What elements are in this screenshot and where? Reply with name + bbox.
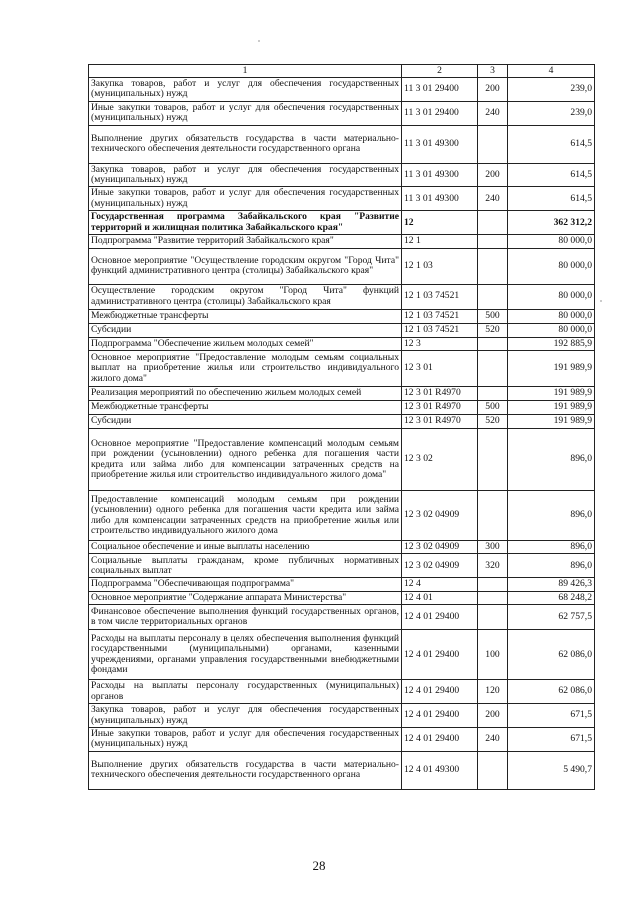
table-row (89, 309, 595, 323)
row-name-cell: Закупка товаров, работ и услуг для обеспечения государственных (муниципальных) нужд (89, 163, 402, 187)
table-row (89, 323, 595, 337)
row-amount-cell: 80 000,0 (508, 284, 595, 309)
row-amount-cell: 614,5 (508, 187, 595, 211)
row-amount-cell: 239,0 (508, 78, 595, 102)
row-kind-cell (478, 211, 508, 235)
row-kind-cell (478, 337, 508, 350)
row-amount-cell: 896,0 (508, 429, 595, 491)
row-amount-cell: 62 086,0 (508, 630, 595, 680)
row-kind-cell: 520 (478, 415, 508, 429)
table-row (89, 680, 595, 704)
row-code-cell: 12 1 03 74521 (402, 323, 478, 337)
row-amount-cell: 614,5 (508, 163, 595, 187)
table-row (89, 387, 595, 401)
row-name-cell: Осуществление городским округом "Город Чита" функций административного центра (столицы) Забайкальского края (89, 284, 402, 309)
row-name-cell: Подпрограмма "Развитие территорий Забайкальского края" (89, 235, 402, 248)
row-amount-cell: 614,5 (508, 125, 595, 163)
table-row (89, 351, 595, 387)
row-kind-cell (478, 235, 508, 248)
row-name-cell: Социальные выплаты гражданам, кроме публичных нормативных социальных выплат (89, 554, 402, 578)
budget-table (88, 64, 595, 790)
row-code-cell: 12 4 01 29400 (402, 630, 478, 680)
row-amount-cell: 80 000,0 (508, 248, 595, 284)
row-amount-cell: 239,0 (508, 101, 595, 125)
table-row (89, 578, 595, 591)
row-code-cell: 12 4 (402, 578, 478, 591)
row-name-cell: Иные закупки товаров, работ и услуг для обеспечения государственных (муниципальных) нужд (89, 187, 402, 211)
row-amount-cell: 68 248,2 (508, 591, 595, 604)
row-name-cell: Закупка товаров, работ и услуг для обеспечения государственных (муниципальных) нужд (89, 78, 402, 102)
row-kind-cell (478, 125, 508, 163)
row-amount-cell: 80 000,0 (508, 323, 595, 337)
table-row (89, 401, 595, 415)
row-kind-cell (478, 578, 508, 591)
row-name-cell: Субсидии (89, 323, 402, 337)
row-code-cell: 12 3 02 04909 (402, 554, 478, 578)
row-kind-cell: 500 (478, 401, 508, 415)
row-code-cell: 12 4 01 29400 (402, 727, 478, 751)
row-name-cell: Реализация мероприятий по обеспечению жильем молодых семей (89, 387, 402, 401)
row-name-cell: Основное мероприятие "Предоставление молодым семьям социальных выплат на приобретение жилья или строительство индивидуального жилого дома" (89, 351, 402, 387)
table-row (89, 727, 595, 751)
row-amount-cell: 191 989,9 (508, 415, 595, 429)
row-amount-cell: 62 757,5 (508, 605, 595, 630)
table-row (89, 125, 595, 163)
row-name-cell: Закупка товаров, работ и услуг для обеспечения государственных (муниципальных) нужд (89, 704, 402, 728)
row-name-cell: Межбюджетные трансферты (89, 309, 402, 323)
column-number-3: 3 (478, 65, 508, 78)
row-amount-cell: 896,0 (508, 554, 595, 578)
row-amount-cell: 191 989,9 (508, 351, 595, 387)
table-row (89, 337, 595, 350)
row-kind-cell (478, 351, 508, 387)
row-kind-cell: 240 (478, 727, 508, 751)
row-code-cell: 12 1 (402, 235, 478, 248)
row-name-cell: Основное мероприятие "Предоставление компенсаций молодым семьям при рождении (усыновлении) одного ребенка для погашения части кредита или займа либо для компенсации затраченных средств на приобретение жилья или строительство индивидуального жилого дома" (89, 429, 402, 491)
row-code-cell: 12 1 03 (402, 248, 478, 284)
row-kind-cell (478, 248, 508, 284)
row-kind-cell: 320 (478, 554, 508, 578)
row-code-cell: 12 3 (402, 337, 478, 350)
table-header-row (89, 65, 595, 78)
row-amount-cell: 896,0 (508, 541, 595, 554)
row-kind-cell (478, 491, 508, 541)
table-row (89, 704, 595, 728)
table-row (89, 541, 595, 554)
row-code-cell: 12 1 03 74521 (402, 284, 478, 309)
row-name-cell: Субсидии (89, 415, 402, 429)
row-name-cell: Межбюджетные трансферты (89, 401, 402, 415)
row-name-cell: Основное мероприятие "Содержание аппарата Министерства" (89, 591, 402, 604)
table-row (89, 211, 595, 235)
row-code-cell: 12 3 01 (402, 351, 478, 387)
column-number-1: 1 (89, 65, 402, 78)
row-amount-cell: 5 490,7 (508, 751, 595, 789)
row-kind-cell (478, 751, 508, 789)
table-row (89, 751, 595, 789)
row-amount-cell: 192 885,9 (508, 337, 595, 350)
scan-speck (258, 40, 260, 42)
row-name-cell: Подпрограмма "Обеспечивающая подпрограмма" (89, 578, 402, 591)
row-kind-cell: 500 (478, 309, 508, 323)
scan-speck (600, 300, 602, 302)
table-row (89, 78, 595, 102)
table-row (89, 605, 595, 630)
row-kind-cell (478, 429, 508, 491)
row-kind-cell: 240 (478, 187, 508, 211)
row-code-cell: 11 3 01 49300 (402, 163, 478, 187)
row-code-cell: 12 3 01 R4970 (402, 387, 478, 401)
budget-table-body (89, 65, 595, 790)
row-name-cell: Иные закупки товаров, работ и услуг для обеспечения государственных (муниципальных) нужд (89, 727, 402, 751)
row-amount-cell: 671,5 (508, 727, 595, 751)
row-amount-cell: 191 989,9 (508, 401, 595, 415)
row-name-cell: Основное мероприятие "Осуществление городским округом "Город Чита" функций административного центра (столицы) Забайкальского края" (89, 248, 402, 284)
row-name-cell: Финансовое обеспечение выполнения функций государственных органов, в том числе территориальных органов (89, 605, 402, 630)
page-number: 28 (312, 858, 326, 873)
row-kind-cell: 300 (478, 541, 508, 554)
table-row (89, 187, 595, 211)
table-row (89, 101, 595, 125)
row-amount-cell: 896,0 (508, 491, 595, 541)
row-amount-cell: 89 426,3 (508, 578, 595, 591)
row-code-cell: 11 3 01 29400 (402, 78, 478, 102)
table-row (89, 429, 595, 491)
row-name-cell: Расходы на выплаты персоналу государственных (муниципальных) органов (89, 680, 402, 704)
table-row (89, 163, 595, 187)
table-row (89, 554, 595, 578)
row-kind-cell: 200 (478, 163, 508, 187)
row-kind-cell: 120 (478, 680, 508, 704)
row-amount-cell: 191 989,9 (508, 387, 595, 401)
row-code-cell: 12 3 02 04909 (402, 541, 478, 554)
row-code-cell: 12 4 01 49300 (402, 751, 478, 789)
row-kind-cell: 240 (478, 101, 508, 125)
row-amount-cell: 80 000,0 (508, 235, 595, 248)
row-code-cell: 12 3 02 04909 (402, 491, 478, 541)
row-code-cell: 11 3 01 29400 (402, 101, 478, 125)
row-amount-cell: 62 086,0 (508, 680, 595, 704)
row-kind-cell (478, 605, 508, 630)
table-row (89, 248, 595, 284)
row-code-cell: 12 3 01 R4970 (402, 401, 478, 415)
row-kind-cell: 200 (478, 78, 508, 102)
row-code-cell: 11 3 01 49300 (402, 187, 478, 211)
row-code-cell: 12 4 01 29400 (402, 680, 478, 704)
table-row (89, 415, 595, 429)
row-code-cell: 12 (402, 211, 478, 235)
row-kind-cell (478, 387, 508, 401)
row-kind-cell: 520 (478, 323, 508, 337)
row-name-cell: Иные закупки товаров, работ и услуг для обеспечения государственных (муниципальных) нужд (89, 101, 402, 125)
row-kind-cell: 200 (478, 704, 508, 728)
row-code-cell: 12 3 01 R4970 (402, 415, 478, 429)
row-name-cell: Выполнение других обязательств государства в части материально-технического обеспечения деятельности государственного органа (89, 751, 402, 789)
row-code-cell: 12 4 01 (402, 591, 478, 604)
table-row (89, 235, 595, 248)
column-number-4: 4 (508, 65, 595, 78)
table-row (89, 630, 595, 680)
table-row (89, 284, 595, 309)
row-code-cell: 12 3 02 (402, 429, 478, 491)
row-amount-cell: 362 312,2 (508, 211, 595, 235)
row-name-cell: Государственная программа Забайкальского края "Развитие территорий и жилищная политика Забайкальского края" (89, 211, 402, 235)
row-kind-cell (478, 284, 508, 309)
row-amount-cell: 80 000,0 (508, 309, 595, 323)
row-name-cell: Социальное обеспечение и иные выплаты населению (89, 541, 402, 554)
row-name-cell: Подпрограмма "Обеспечение жильем молодых семей" (89, 337, 402, 350)
row-code-cell: 12 4 01 29400 (402, 704, 478, 728)
column-number-2: 2 (402, 65, 478, 78)
row-name-cell: Расходы на выплаты персоналу в целях обеспечения выполнения функций государственными (муниципальными) органами, казенными учреждениями, органами управления государственными внебюджетными фондами (89, 630, 402, 680)
row-name-cell: Выполнение других обязательств государства в части материально-технического обеспечения деятельности государственного органа (89, 125, 402, 163)
row-code-cell: 11 3 01 49300 (402, 125, 478, 163)
table-row (89, 591, 595, 604)
table-row (89, 491, 595, 541)
row-code-cell: 12 1 03 74521 (402, 309, 478, 323)
row-code-cell: 12 4 01 29400 (402, 605, 478, 630)
row-kind-cell: 100 (478, 630, 508, 680)
row-amount-cell: 671,5 (508, 704, 595, 728)
row-name-cell: Предоставление компенсаций молодым семьям при рождении (усыновлении) одного ребенка для погашения части кредита или займа либо для компенсации затраченных средств на приобретение жилья или строительство индивидуального жилого дома (89, 491, 402, 541)
row-kind-cell (478, 591, 508, 604)
